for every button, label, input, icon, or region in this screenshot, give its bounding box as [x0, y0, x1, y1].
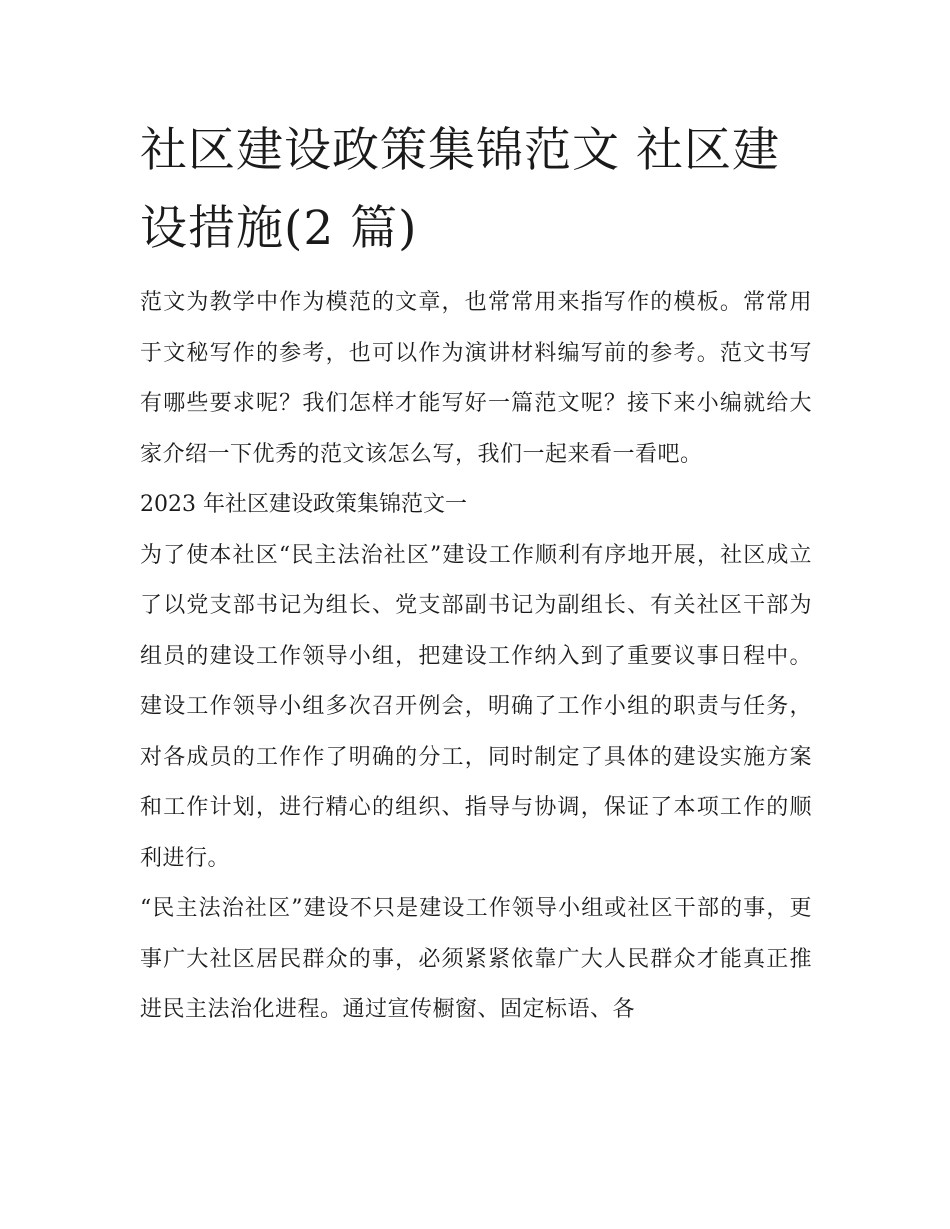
section-heading: 2023 年社区建设政策集锦范文一	[140, 492, 467, 517]
body-paragraph-2: “民主法治社区”建设不只是建设工作领导小组或社区干部的事，更事广大社区居民群众的事，必须紧紧依靠广大人民群众才能真正推进民主法治化进程。通过宣传橱窗、固定标语、各	[140, 896, 812, 1022]
document-page	[140, 112, 812, 1036]
document-title: 社区建设政策集锦范文 社区建设措施(2 篇)	[140, 123, 780, 256]
intro-paragraph: 范文为教学中作为模范的文章，也常常用来指写作的模板。常常用于文秘写作的参考，也可以作为演讲材料编写前的参考。范文书写有哪些要求呢？我们怎样才能写好一篇范文呢？接下来小编就给大家介绍一下优秀的范文该怎么写，我们一起来看一看吧。	[140, 290, 812, 467]
body-paragraph-1: 为了使本社区“民主法治社区”建设工作顺利有序地开展，社区成立了以党支部书记为组长、党支部副书记为副组长、有关社区干部为组员的建设工作领导小组，把建设工作纳入到了重要议事日程中。建设工作领导小组多次召开例会，明确了工作小组的职责与任务，对各成员的工作作了明确的分工，同时制定了具体的建设实施方案和工作计划，进行精心的组织、指导与协调，保证了本项工作的顺利进行。	[140, 542, 812, 871]
